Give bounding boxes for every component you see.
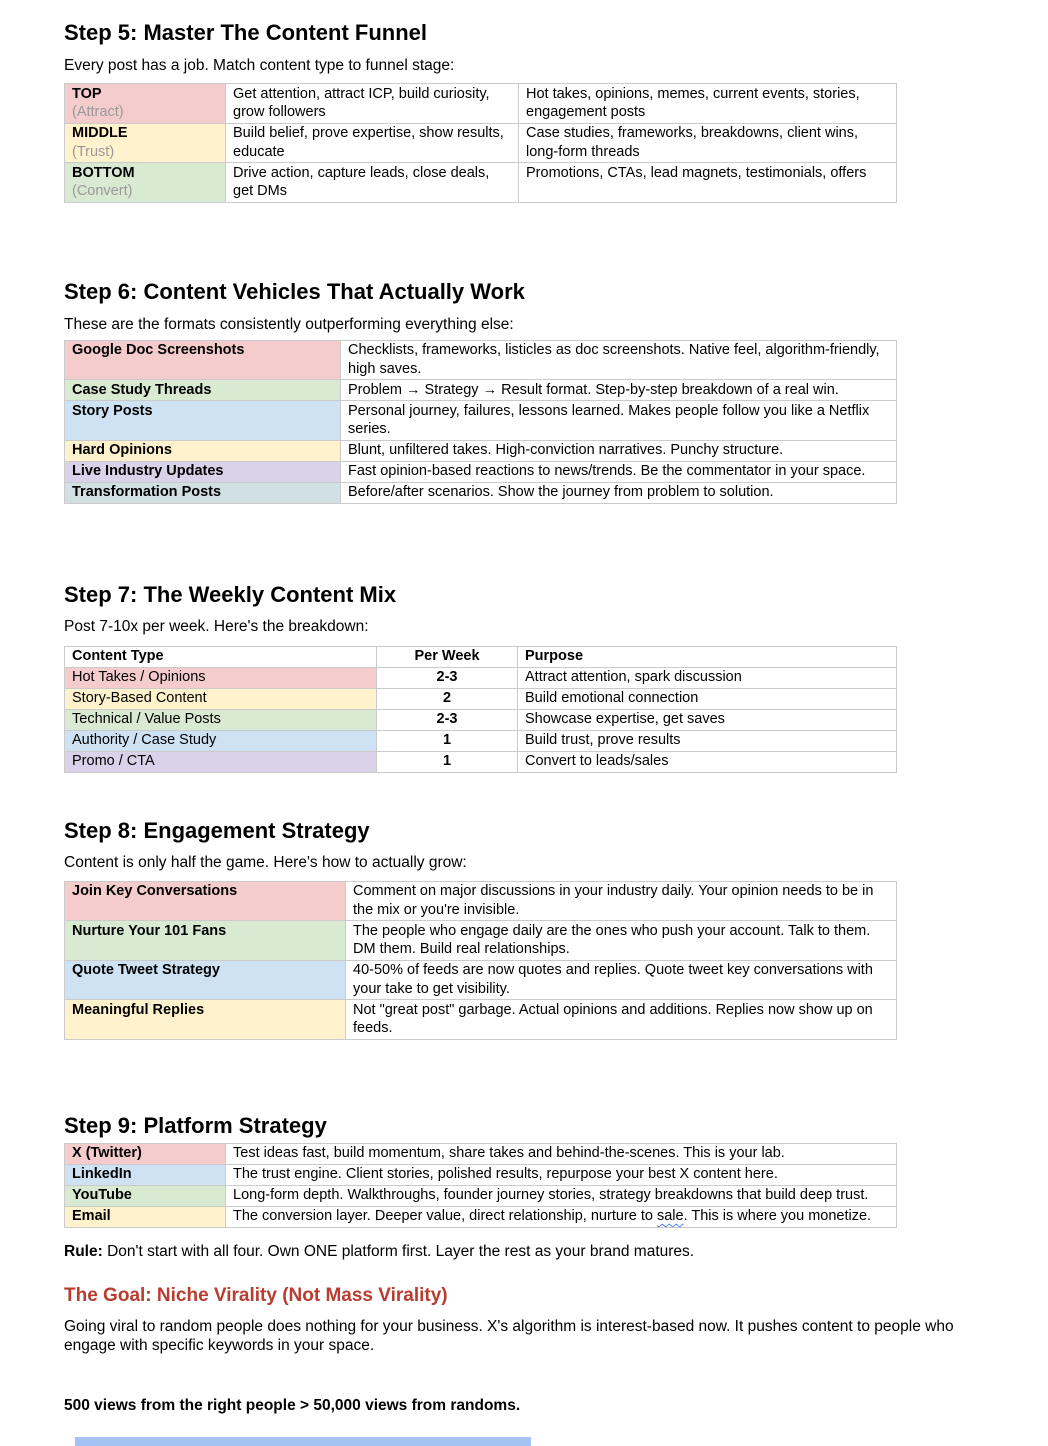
content-type-cell: Hot Takes / Opinions [65, 667, 377, 688]
rule-line [64, 1242, 1048, 1261]
table-row [65, 84, 897, 124]
table-row [65, 482, 897, 503]
content-vehicles-table [64, 340, 897, 504]
vehicle-desc-cell: Before/after scenarios. Show the journey from problem to solution. [341, 482, 897, 503]
vehicle-label-cell: Transformation Posts [65, 482, 341, 503]
platform-desc-cell [226, 1206, 897, 1227]
content-type-cell: Technical / Value Posts [65, 709, 377, 730]
table-row [65, 730, 897, 751]
email-desc-pre: The conversion layer. Deeper value, direct relationship, nurture to [233, 1208, 657, 1224]
stage-formats-cell: Hot takes, opinions, memes, current events, stories, engagement posts [519, 84, 897, 124]
purpose-cell: Showcase expertise, get saves [518, 709, 897, 730]
platform-desc-cell: Long-form depth. Walkthroughs, founder journey stories, strategy breakdowns that build deep trust. [226, 1185, 897, 1206]
purpose-cell: Attract attention, spark discussion [518, 667, 897, 688]
vehicle-desc-cell: Problem → Strategy → Result format. Step-by-step breakdown of a real win. [341, 380, 897, 401]
stage-goal-cell: Drive action, capture leads, close deals, get DMs [226, 163, 519, 203]
email-desc-post: . This is where you monetize. [683, 1208, 872, 1224]
rule-label: Rule: [64, 1242, 103, 1260]
tactic-label-cell: Meaningful Replies [65, 1000, 346, 1040]
stage-sublabel: (Convert) [72, 183, 133, 199]
stage-label: MIDDLE [72, 125, 128, 141]
content-type-cell: Story-Based Content [65, 688, 377, 709]
purpose-cell: Build trust, prove results [518, 730, 897, 751]
table-row [65, 667, 897, 688]
table-row [65, 380, 897, 401]
table-row [65, 461, 897, 482]
per-week-cell: 2-3 [377, 667, 518, 688]
tactic-desc-cell: 40-50% of feeds are now quotes and replies. Quote tweet key conversations with your take to get visibility. [346, 960, 897, 1000]
content-type-cell: Promo / CTA [65, 751, 377, 772]
col-header-content-type: Content Type [65, 646, 377, 667]
stage-label: BOTTOM [72, 164, 135, 181]
engagement-table [64, 881, 897, 1040]
partial-next-row-highlight [75, 1437, 531, 1446]
funnel-stage-cell [65, 123, 226, 163]
table-row [65, 921, 897, 961]
platform-desc-cell: Test ideas fast, build momentum, share takes and behind-the-scenes. This is your lab. [226, 1143, 897, 1164]
step5-intro: Every post has a job. Match content type to funnel stage: [64, 57, 455, 74]
col-header-purpose: Purpose [518, 646, 897, 667]
tactic-desc-cell: Comment on major discussions in your industry daily. Your opinion needs to be in the mix or you're invisible. [346, 881, 897, 921]
platform-label-cell: Email [65, 1206, 226, 1227]
tactic-desc-cell: The people who engage daily are the ones who push your account. Talk to them. DM them. Build real relationships. [346, 921, 897, 961]
per-week-cell: 1 [377, 751, 518, 772]
vehicle-desc-cell: Personal journey, failures, lessons learned. Makes people follow you like a Netflix series. [341, 401, 897, 441]
purpose-cell: Convert to leads/sales [518, 751, 897, 772]
tactic-label-cell: Quote Tweet Strategy [65, 960, 346, 1000]
weekly-mix-table [64, 646, 897, 773]
table-row [65, 440, 897, 461]
table-row [65, 401, 897, 441]
purpose-cell: Build emotional connection [518, 688, 897, 709]
per-week-cell: 1 [377, 730, 518, 751]
stage-formats-cell: Promotions, CTAs, lead magnets, testimonials, offers [519, 163, 897, 203]
platform-label-cell: X (Twitter) [65, 1143, 226, 1164]
stage-goal-cell: Build belief, prove expertise, show results, educate [226, 123, 519, 163]
funnel-stage-cell [65, 163, 226, 203]
step6-intro: These are the formats consistently outperforming everything else: [64, 315, 514, 333]
table-row [65, 1000, 897, 1040]
tactic-label-cell: Nurture Your 101 Fans [65, 921, 346, 961]
vehicle-label-cell: Hard Opinions [65, 440, 341, 461]
step6-heading: Step 6: Content Vehicles That Actually Work [64, 278, 525, 304]
vehicle-label-cell: Story Posts [65, 401, 341, 441]
col-header-per-week: Per Week [377, 646, 518, 667]
rule-text: Don't start with all four. Own ONE platform first. Layer the rest as your brand matures. [107, 1242, 695, 1260]
table-row [65, 1164, 897, 1185]
table-row [65, 751, 897, 772]
table-row [65, 960, 897, 1000]
vehicle-label-cell: Case Study Threads [65, 380, 341, 401]
table-row [65, 123, 897, 163]
content-type-cell: Authority / Case Study [65, 730, 377, 751]
vehicle-label-cell: Google Doc Screenshots [65, 340, 341, 380]
funnel-stage-cell [65, 84, 226, 124]
per-week-cell: 2 [377, 688, 518, 709]
stage-label: TOP [72, 85, 102, 102]
tactic-desc-cell: Not "great post" garbage. Actual opinions and additions. Replies now show up on feeds. [346, 1000, 897, 1040]
platform-label-cell: LinkedIn [65, 1164, 226, 1185]
table-row [65, 1206, 897, 1227]
step9-heading: Step 9: Platform Strategy [64, 1112, 327, 1138]
goal-heading: The Goal: Niche Virality (Not Mass Virality) [64, 1284, 448, 1306]
table-row [65, 1143, 897, 1164]
platform-label-cell: YouTube [65, 1185, 226, 1206]
stage-goal-cell: Get attention, attract ICP, build curiosity, grow followers [226, 84, 519, 124]
table-header-row [65, 646, 897, 667]
platform-table [64, 1143, 897, 1228]
table-row [65, 1185, 897, 1206]
step8-intro: Content is only half the game. Here's how to actually grow: [64, 853, 467, 871]
vehicle-desc-cell: Checklists, frameworks, listicles as doc screenshots. Native feel, algorithm-friendly, high saves. [341, 340, 897, 380]
per-week-cell: 2-3 [377, 709, 518, 730]
step8-heading: Step 8: Engagement Strategy [64, 817, 370, 843]
step7-intro: Post 7-10x per week. Here's the breakdown: [64, 617, 369, 635]
goal-body: Going viral to random people does nothing for your business. X's algorithm is interest-based now. It pushes content to people who engage with specific keywords in your space. [64, 1317, 954, 1354]
table-row [65, 163, 897, 203]
funnel-table [64, 83, 897, 203]
stage-sublabel: (Attract) [72, 104, 124, 120]
step5-heading: Step 5: Master The Content Funnel [64, 20, 428, 45]
platform-desc-cell: The trust engine. Client stories, polished results, repurpose your best X content here. [226, 1164, 897, 1185]
table-row [65, 688, 897, 709]
table-row [65, 881, 897, 921]
tactic-label-cell: Join Key Conversations [65, 881, 346, 921]
goal-emphasis: 500 views from the right people > 50,000 views from randoms. [64, 1396, 521, 1414]
vehicle-desc-cell: Fast opinion-based reactions to news/trends. Be the commentator in your space. [341, 461, 897, 482]
table-row [65, 709, 897, 730]
table-row [65, 340, 897, 380]
stage-formats-cell: Case studies, frameworks, breakdowns, client wins, long-form threads [519, 123, 897, 163]
stage-sublabel: (Trust) [72, 143, 115, 160]
vehicle-desc-cell: Blunt, unfiltered takes. High-conviction narratives. Punchy structure. [341, 440, 897, 461]
spellcheck-squiggle-word: sale [656, 1208, 684, 1224]
vehicle-label-cell: Live Industry Updates [65, 461, 341, 482]
step7-heading: Step 7: The Weekly Content Mix [64, 581, 397, 607]
